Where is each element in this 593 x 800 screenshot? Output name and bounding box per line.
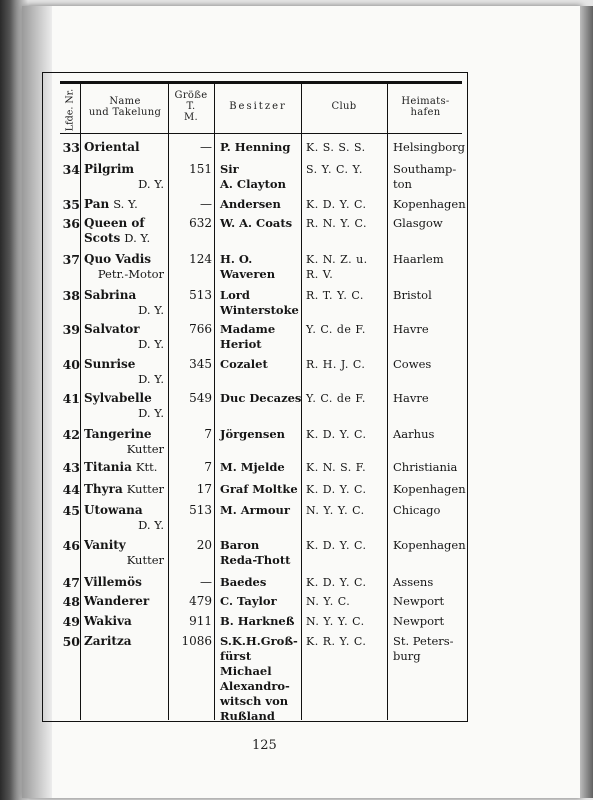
header-size: Größe T. M. bbox=[174, 90, 208, 123]
row-number: 41 bbox=[62, 391, 80, 406]
ship-rig: Kutter bbox=[126, 482, 165, 496]
ship-rig: D. Y. bbox=[138, 177, 164, 191]
row-number: 48 bbox=[62, 594, 80, 609]
ship-name: Thyra bbox=[84, 482, 123, 496]
ship-rig: D. Y. bbox=[138, 518, 164, 532]
ship-name-cell bbox=[84, 391, 168, 421]
ship-name-cell bbox=[84, 427, 168, 457]
ship-name: Zaritza bbox=[84, 634, 132, 648]
ship-tonnage: — bbox=[200, 140, 212, 154]
home-port: Glasgow bbox=[393, 216, 443, 230]
ship-owner: Cozalet bbox=[220, 357, 268, 371]
ship-rig: Ktt. bbox=[135, 460, 158, 474]
ship-club: R. H. J. C. bbox=[306, 358, 366, 371]
ship-name: Sabrina bbox=[84, 288, 137, 302]
home-port: Southamp- ton bbox=[393, 162, 457, 191]
row-number: 45 bbox=[62, 503, 80, 518]
ship-name: Wakiva bbox=[84, 614, 132, 628]
header-nr: Lfde. Nr. bbox=[64, 88, 76, 132]
home-port: Christiania bbox=[393, 460, 458, 474]
home-port: Havre bbox=[393, 391, 429, 405]
ship-tonnage: 17 bbox=[196, 482, 212, 496]
home-port: Helsingborg bbox=[393, 140, 466, 154]
ship-name-cell bbox=[84, 460, 168, 475]
ship-name: Pan bbox=[84, 197, 110, 211]
ship-name-cell bbox=[84, 357, 168, 387]
ship-club: K. D. Y. C. bbox=[306, 539, 367, 552]
ship-name-cell bbox=[84, 634, 168, 649]
ship-name: Salvator bbox=[84, 322, 140, 336]
ship-name: Oriental bbox=[84, 140, 140, 154]
ship-rig: D. Y. bbox=[124, 231, 151, 245]
page-right-edge bbox=[580, 6, 593, 798]
ship-club: R. T. Y. C. bbox=[306, 289, 364, 302]
ship-name: Pilgrim bbox=[84, 162, 135, 176]
column-divider bbox=[214, 81, 215, 720]
ship-tonnage: 513 bbox=[189, 288, 212, 302]
home-port: Assens bbox=[393, 575, 434, 589]
row-number: 50 bbox=[62, 634, 80, 649]
ship-club: Y. C. de F. bbox=[306, 323, 366, 336]
ship-name-cell bbox=[84, 140, 168, 155]
row-number: 38 bbox=[62, 288, 80, 303]
table-top-rule bbox=[60, 81, 462, 84]
ship-club: K. N. Z. u. R. V. bbox=[306, 253, 368, 281]
ship-tonnage: — bbox=[200, 197, 212, 211]
row-number: 35 bbox=[62, 197, 80, 212]
ship-owner: Jörgensen bbox=[220, 427, 286, 441]
row-number: 42 bbox=[62, 427, 80, 442]
ship-club: K. D. Y. C. bbox=[306, 198, 367, 211]
ship-name-cell bbox=[84, 614, 168, 629]
page-number: 125 bbox=[252, 738, 277, 753]
ship-name: Quo Vadis bbox=[84, 252, 152, 266]
ship-name: Utowana bbox=[84, 503, 143, 517]
ship-tonnage: 513 bbox=[189, 503, 212, 517]
ship-name: Sylvabelle bbox=[84, 391, 152, 405]
home-port: Chicago bbox=[393, 503, 441, 517]
home-port: Newport bbox=[393, 614, 445, 628]
header-club: Club bbox=[331, 101, 357, 112]
ship-owner: W. A. Coats bbox=[220, 216, 293, 230]
ship-owner: Baedes bbox=[220, 575, 267, 589]
ship-rig: S. Y. bbox=[113, 197, 138, 211]
ship-name-cell bbox=[84, 503, 168, 533]
ship-name: Tangerine bbox=[84, 427, 152, 441]
ship-tonnage: 766 bbox=[189, 322, 212, 336]
ship-club: K. D. Y. C. bbox=[306, 483, 367, 496]
home-port: Cowes bbox=[393, 357, 432, 371]
ship-owner: H. O. Waveren bbox=[220, 252, 276, 281]
header-port: Heimats- hafen bbox=[401, 96, 450, 118]
ship-owner: Lord Winterstoke bbox=[220, 288, 299, 317]
home-port: Haarlem bbox=[393, 252, 444, 266]
ship-owner: Baron Reda-Thott bbox=[220, 538, 291, 567]
header-name: Name und Takelung bbox=[88, 96, 162, 118]
ship-tonnage: 20 bbox=[196, 538, 212, 552]
ship-tonnage: 151 bbox=[189, 162, 212, 176]
ship-club: K. D. Y. C. bbox=[306, 576, 367, 589]
ship-tonnage: 1086 bbox=[181, 634, 212, 648]
ship-club: K. S. S. S. bbox=[306, 141, 366, 154]
ship-club: K. R. Y. C. bbox=[306, 635, 367, 648]
ship-rig: Kutter bbox=[126, 442, 164, 456]
ship-name-cell bbox=[84, 594, 168, 609]
ship-rig: D. Y. bbox=[138, 406, 164, 420]
ship-club: S. Y. C. Y. bbox=[306, 163, 363, 176]
ship-name: Sunrise bbox=[84, 357, 136, 371]
ship-owner: Graf Moltke bbox=[220, 482, 298, 496]
row-number: 47 bbox=[62, 575, 80, 590]
ship-owner: Madame Heriot bbox=[220, 322, 276, 351]
ship-name: Queen of Scots bbox=[84, 216, 145, 245]
ship-tonnage: 345 bbox=[189, 357, 212, 371]
ship-owner: P. Henning bbox=[220, 140, 291, 154]
ship-name-cell bbox=[84, 575, 168, 590]
ship-rig: D. Y. bbox=[138, 303, 164, 317]
ship-rig: D. Y. bbox=[138, 372, 164, 386]
ship-tonnage: 911 bbox=[189, 614, 212, 628]
ship-club: Y. C. de F. bbox=[306, 392, 366, 405]
ship-owner: Andersen bbox=[220, 197, 281, 211]
row-number: 43 bbox=[62, 460, 80, 475]
ship-club: N. Y. C. bbox=[306, 595, 351, 608]
ship-tonnage: 7 bbox=[204, 460, 212, 474]
row-number: 33 bbox=[62, 140, 80, 155]
row-number: 39 bbox=[62, 322, 80, 337]
ship-rig: Petr.-Motor bbox=[97, 267, 164, 281]
ship-tonnage: 479 bbox=[189, 594, 212, 608]
home-port: St. Peters- burg bbox=[393, 634, 454, 663]
ship-club: N. Y. Y. C. bbox=[306, 615, 365, 628]
home-port: Kopenhagen bbox=[393, 538, 466, 552]
ship-owner: B. Harkneß bbox=[220, 614, 295, 628]
ship-owner: M. Mjelde bbox=[220, 460, 285, 474]
ship-tonnage: 632 bbox=[189, 216, 212, 230]
ship-name-cell bbox=[84, 482, 168, 497]
ship-name: Vanity bbox=[84, 538, 126, 552]
ship-owner: M. Armour bbox=[220, 503, 290, 517]
ship-owner: Sir A. Clayton bbox=[220, 162, 286, 191]
ship-tonnage: 124 bbox=[189, 252, 212, 266]
row-number: 40 bbox=[62, 357, 80, 372]
ship-name-cell bbox=[84, 322, 168, 352]
row-number: 46 bbox=[62, 538, 80, 553]
ship-name-cell bbox=[84, 162, 168, 192]
ship-rig: D. Y. bbox=[138, 337, 164, 351]
header-owner: Besitzer bbox=[229, 101, 287, 112]
ship-owner: S.K.H.Groß- fürst Michael Alexandro- witsch von Rußland bbox=[220, 634, 298, 723]
home-port: Newport bbox=[393, 594, 445, 608]
ship-club: N. Y. Y. C. bbox=[306, 504, 365, 517]
ship-club: K. D. Y. C. bbox=[306, 428, 367, 441]
home-port: Kopenhagen bbox=[393, 197, 466, 211]
row-number: 49 bbox=[62, 614, 80, 629]
column-divider bbox=[387, 81, 388, 720]
ship-tonnage: 7 bbox=[204, 427, 212, 441]
ship-name-cell bbox=[84, 252, 168, 282]
ship-rig: Kutter bbox=[126, 553, 164, 567]
ship-name-cell bbox=[84, 288, 168, 318]
ship-name: Wanderer bbox=[84, 594, 150, 608]
header-separator bbox=[60, 133, 462, 134]
home-port: Havre bbox=[393, 322, 429, 336]
ship-club: K. N. S. F. bbox=[306, 461, 367, 474]
ship-name: Villemös bbox=[84, 575, 142, 589]
ship-name-cell bbox=[84, 216, 168, 246]
home-port: Aarhus bbox=[393, 427, 435, 441]
ship-club: R. N. Y. C. bbox=[306, 217, 368, 230]
row-number: 36 bbox=[62, 216, 80, 231]
row-number: 37 bbox=[62, 252, 80, 267]
ship-name: Titania bbox=[84, 460, 132, 474]
row-number: 44 bbox=[62, 482, 80, 497]
home-port: Kopenhagen bbox=[393, 482, 466, 496]
row-number: 34 bbox=[62, 162, 80, 177]
ship-name-cell bbox=[84, 538, 168, 568]
home-port: Bristol bbox=[393, 288, 432, 302]
ship-owner: C. Taylor bbox=[220, 594, 277, 608]
column-divider bbox=[80, 81, 81, 720]
ship-tonnage: — bbox=[200, 575, 212, 589]
ship-name-cell bbox=[84, 197, 168, 212]
ship-tonnage: 549 bbox=[189, 391, 212, 405]
ship-owner: Duc Decazes bbox=[220, 391, 302, 405]
